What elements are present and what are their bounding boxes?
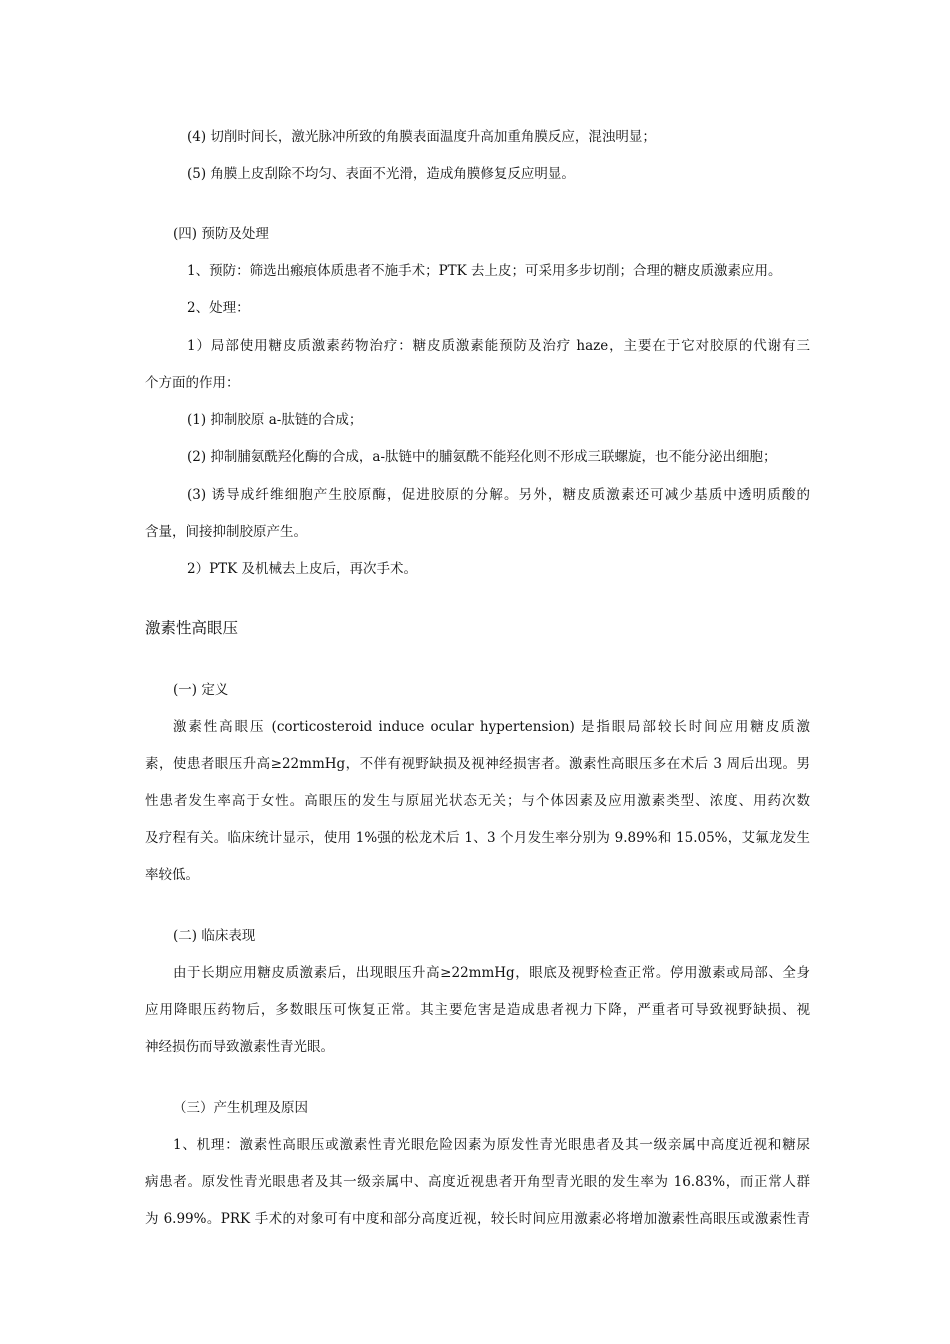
treatment-1-item-3-line-2: 含量，间接抑制胶原产生。: [145, 524, 307, 540]
paragraph-item-5: (5) 角膜上皮刮除不均匀、表面不光滑，造成角膜修复反应明显。: [187, 166, 575, 182]
definition-line-1: 激素性高眼压 (corticosteroid induce ocular hypertension) 是指眼局部较长时间应用糖皮质激: [173, 719, 810, 735]
mechanism-line-2: 病患者。原发性青光眼患者及其一级亲属中、高度近视患者开角型青光眼的发生率为 16.83%，而正常人群: [145, 1174, 810, 1190]
prevention-paragraph: 1、预防：筛选出瘢痕体质患者不施手术；PTK 去上皮；可采用多步切削；合理的糖皮质激素应用。: [187, 263, 782, 279]
definition-heading: (一) 定义: [173, 682, 229, 698]
clinical-line-2: 应用降眼压药物后，多数眼压可恢复正常。其主要危害是造成患者视力下降，严重者可导致视野缺损、视: [145, 1002, 810, 1018]
clinical-line-3: 神经损伤而导致激素性青光眼。: [145, 1039, 334, 1055]
treatment-1-item-1: (1) 抑制胶原 a-肽链的合成；: [187, 412, 363, 428]
treatment-1-line-1: 1）局部使用糖皮质激素药物治疗：糖皮质激素能预防及治疗 haze，主要在于它对胶原的代谢有三: [187, 338, 810, 354]
definition-line-2: 素，使患者眼压升高≥22mmHg，不伴有视野缺损及视神经损害者。激素性高眼压多在术后 3 周后出现。男: [145, 756, 810, 772]
paragraph-item-4: (4) 切削时间长，激光脉冲所致的角膜表面温度升高加重角膜反应，混浊明显；: [187, 129, 656, 145]
clinical-line-1: 由于长期应用糖皮质激素后，出现眼压升高≥22mmHg，眼底及视野检查正常。停用激素或局部、全身: [173, 965, 810, 981]
definition-line-4: 及疗程有关。临床统计显示，使用 1%强的松龙术后 1、3 个月发生率分别为 9.89%和 15.05%，艾氟龙发生: [145, 830, 810, 846]
clinical-heading: (二) 临床表现: [173, 928, 256, 944]
mechanism-heading: （三）产生机理及原因: [173, 1100, 308, 1116]
treatment-1-item-2: (2) 抑制脯氨酰羟化酶的合成，a-肽链中的脯氨酰不能羟化则不形成三联螺旋，也不能分泌出细胞；: [187, 449, 777, 465]
treatment-1-line-2: 个方面的作用：: [145, 375, 240, 391]
definition-line-5: 率较低。: [145, 867, 199, 883]
treatment-label: 2、处理：: [187, 300, 250, 316]
definition-line-3: 性患者发生率高于女性。高眼压的发生与原屈光状态无关；与个体因素及应用激素类型、浓度、用药次数: [145, 793, 810, 809]
treatment-2: 2）PTK 及机械去上皮后，再次手术。: [187, 561, 418, 577]
mechanism-line-1: 1、机理：激素性高眼压或激素性青光眼危险因素为原发性青光眼患者及其一级亲属中高度近视和糖尿: [173, 1137, 810, 1153]
treatment-1-item-3-line-1: (3) 诱导成纤维细胞产生胶原酶，促进胶原的分解。另外，糖皮质激素还可减少基质中透明质酸的: [187, 487, 810, 503]
mechanism-line-3: 为 6.99%。PRK 手术的对象可有中度和部分高度近视，较长时间应用激素必将增加激素性高眼压或激素性青: [145, 1211, 810, 1227]
section-title: 激素性高眼压: [145, 619, 239, 637]
subsection-heading-prevention: (四) 预防及处理: [173, 226, 269, 242]
